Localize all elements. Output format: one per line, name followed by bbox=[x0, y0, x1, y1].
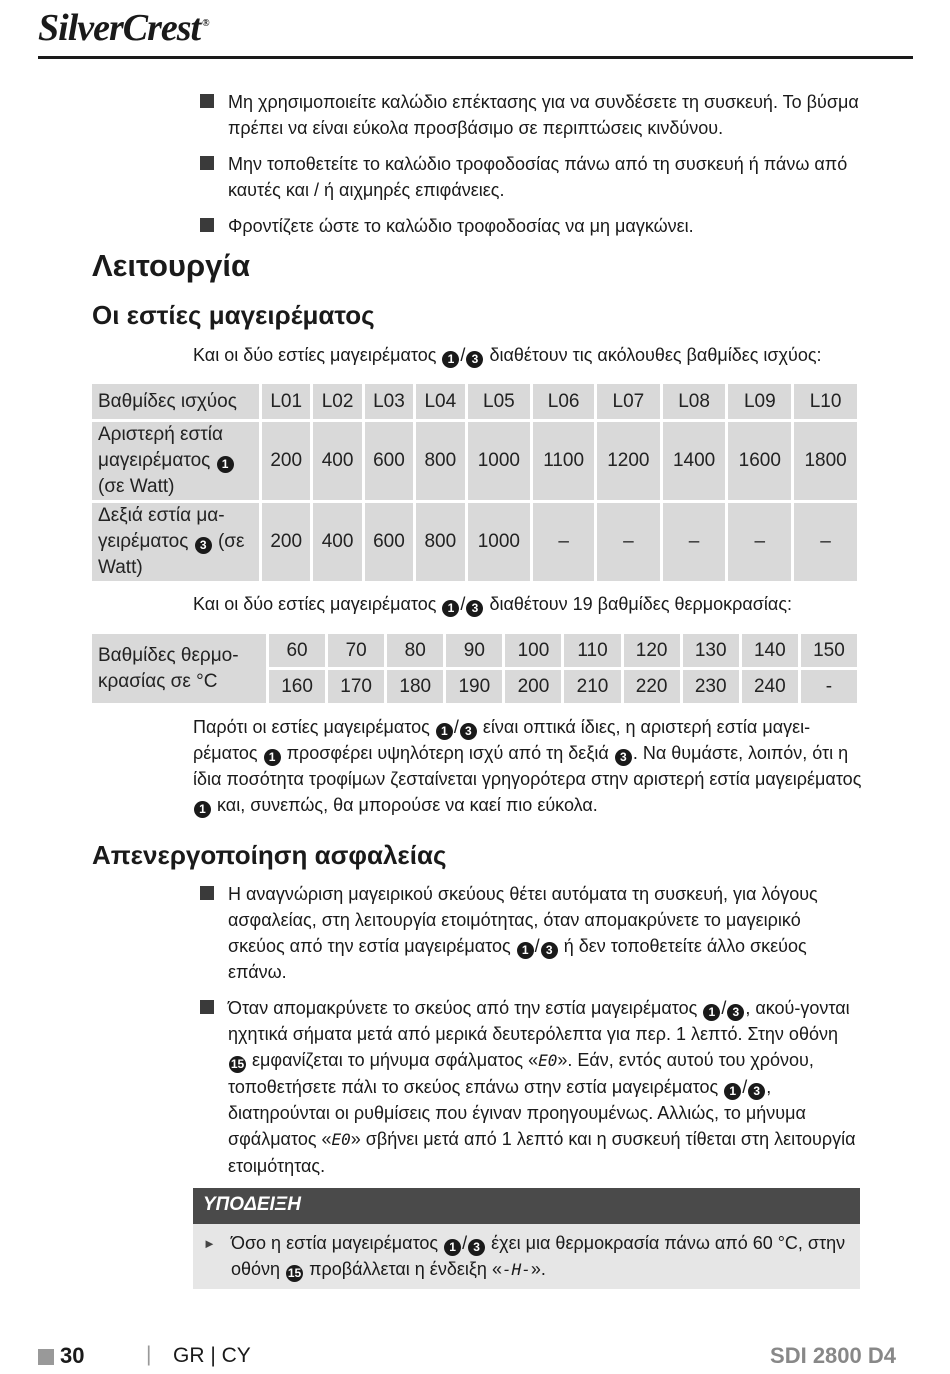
value-cell: – bbox=[728, 503, 791, 581]
level-cell: L02 bbox=[313, 384, 361, 419]
temp-cell: 90 bbox=[446, 634, 502, 667]
value-cell: 800 bbox=[416, 503, 464, 581]
list-item: Η αναγνώριση μαγειρικού σκεύους θέτει αυτόματα τη συσκευή, για λόγους ασφαλείας, στη λειτουργία ετοιμότητας, όταν απομακρύνετε το μαγειρικό σκεύος από την εστία μαγειρέματος 1 / 3 ή δεν τοποθετείτε άλλο σκεύος επάνω. bbox=[200, 881, 860, 985]
table-header-label: Βαθμίδες ισχύος bbox=[92, 384, 259, 419]
temp-cell: 70 bbox=[328, 634, 384, 667]
error-code: E0 bbox=[331, 1130, 351, 1149]
value-cell: 200 bbox=[262, 503, 310, 581]
level-cell: L07 bbox=[597, 384, 660, 419]
value-cell: 800 bbox=[416, 422, 464, 500]
value-cell: 1000 bbox=[468, 503, 531, 581]
page-footer bbox=[38, 1343, 896, 1373]
left-zone-label: Αριστερή εστία μαγειρέματος 1 (σε Watt) bbox=[92, 422, 259, 500]
temp-cell: 60 bbox=[269, 634, 325, 667]
level-cell: L08 bbox=[663, 384, 726, 419]
temp-cell: 150 bbox=[801, 634, 857, 667]
temp-label: Βαθμίδες θερμο-κρασίας σε °C bbox=[92, 634, 266, 703]
temp-cell: 160 bbox=[269, 670, 325, 703]
level-cell: L09 bbox=[728, 384, 791, 419]
temp-cell: 240 bbox=[742, 670, 798, 703]
right-zone-label: Δεξιά εστία μα-γειρέματος 3 (σε Watt) bbox=[92, 503, 259, 581]
value-cell: – bbox=[533, 503, 594, 581]
section-title: Λειτουργία bbox=[92, 248, 251, 283]
value-cell: 600 bbox=[365, 503, 413, 581]
marker-1-icon: 1 bbox=[724, 1083, 741, 1100]
marker-3-icon: 3 bbox=[615, 749, 632, 766]
error-code: E0 bbox=[538, 1051, 558, 1070]
bullet-square-icon bbox=[200, 1000, 214, 1014]
page-number: 30 bbox=[60, 1343, 85, 1368]
temp-cell: 190 bbox=[446, 670, 502, 703]
footer-separator: | bbox=[146, 1343, 152, 1366]
value-cell: 1800 bbox=[794, 422, 857, 500]
arrow-right-icon: ► bbox=[203, 1236, 216, 1251]
value-cell: 600 bbox=[365, 422, 413, 500]
safety-bullets bbox=[200, 89, 860, 249]
temp-cell: 230 bbox=[683, 670, 739, 703]
temp-intro: Και οι δύο εστίες μαγειρέματος 1 / 3 διαθέτουν 19 βαθμίδες θερμοκρασίας: bbox=[193, 594, 792, 615]
marker-15-icon: 15 bbox=[230, 1057, 245, 1071]
marker-1-icon: 1 bbox=[194, 801, 211, 818]
value-cell: 1100 bbox=[533, 422, 594, 500]
marker-3-icon: 3 bbox=[466, 600, 483, 617]
bullet-square-icon bbox=[200, 886, 214, 900]
marker-1-icon: 1 bbox=[442, 351, 459, 368]
temp-cell: - bbox=[801, 670, 857, 703]
value-cell: 1200 bbox=[597, 422, 660, 500]
marker-1-icon: 1 bbox=[517, 942, 534, 959]
level-cell: L05 bbox=[468, 384, 531, 419]
marker-1-icon: 1 bbox=[703, 1004, 720, 1021]
temp-cell: 130 bbox=[683, 634, 739, 667]
note-body: ► Όσο η εστία μαγειρέματος 1 / 3 έχει μια θερμοκρασία πάνω από 60 °C, στην οθόνη 15 προβάλλεται η ένδειξη «-H-». bbox=[193, 1224, 860, 1289]
subsection-title: Οι εστίες μαγειρέματος bbox=[92, 300, 375, 330]
temp-cell: 210 bbox=[564, 670, 620, 703]
level-cell: L03 bbox=[365, 384, 413, 419]
marker-3-icon: 3 bbox=[460, 723, 477, 740]
list-item: Φροντίζετε ώστε το καλώδιο τροφοδοσίας να μη μαγκώνει. bbox=[200, 213, 860, 239]
header-rule bbox=[38, 56, 913, 59]
value-cell: 1000 bbox=[468, 422, 531, 500]
registered-mark: ® bbox=[202, 18, 209, 30]
footer-square-icon bbox=[38, 1349, 54, 1365]
marker-1-icon: 1 bbox=[436, 723, 453, 740]
marker-3-icon: 3 bbox=[468, 1239, 485, 1256]
brand-logo bbox=[38, 6, 209, 50]
value-cell: 400 bbox=[313, 503, 361, 581]
bullet-square-icon bbox=[200, 218, 214, 232]
value-cell: – bbox=[663, 503, 726, 581]
marker-1-icon: 1 bbox=[442, 600, 459, 617]
temperature-table bbox=[89, 631, 860, 706]
value-cell: 1400 bbox=[663, 422, 726, 500]
temp-cell: 180 bbox=[387, 670, 443, 703]
value-cell: – bbox=[794, 503, 857, 581]
temp-cell: 110 bbox=[564, 634, 620, 667]
level-cell: L06 bbox=[533, 384, 594, 419]
value-cell: 400 bbox=[313, 422, 361, 500]
list-item: Όταν απομακρύνετε το σκεύος από την εστία μαγειρέματος 1 / 3 , ακού-γονται ηχητικά σήματα μετά από μερικά δευτερόλεπτα για περ. 1 λεπτό. Στην οθόνη 15 εμφανίζεται το μήνυμα σφάλματος «E0». Εάν, εντός αυτού του χρόνου, τοποθετήσετε πάλι το σκεύος επάνω στην εστία μαγειρέματος 1 / 3 , διατηρούνται οι ρυθμίσεις που έγιναν προηγουμένως. Αλλιώς, το μήνυμα σφάλματος «E0» σβήνει μετά από 1 λεπτό και η συσκευή τίθεται στη λειτουργία ετοιμότητας. bbox=[200, 995, 860, 1179]
marker-3-icon: 3 bbox=[727, 1004, 744, 1021]
marker-15-icon: 15 bbox=[287, 1266, 302, 1280]
zone-comparison-text: Παρότι οι εστίες μαγειρέματος 1 / 3 είναι οπτικά ίδιες, η αριστερή εστία μαγει-ρέματος 1 προσφέρει υψηλότερη ισχύ από τη δεξιά 3 . Να θυμάστε, λοιπόν, ότι η ίδια ποσότητα τροφίμων ζεσταίνεται γρηγορότερα στην αριστερή εστία μαγειρέματος 1 και, συνεπώς, θα μπορούσε να καεί πιο εύκολα. bbox=[193, 717, 862, 816]
language-code: GR | CY bbox=[173, 1344, 251, 1367]
marker-1-icon: 1 bbox=[444, 1239, 461, 1256]
marker-3-icon: 3 bbox=[541, 942, 558, 959]
list-item: Μη χρησιμοποιείτε καλώδιο επέκτασης για να συνδέσετε τη συσκευή. Το βύσμα πρέπει να είναι εύκολα προσβάσιμο σε περιπτώσεις κινδύνου. bbox=[200, 89, 860, 141]
temp-cell: 120 bbox=[624, 634, 680, 667]
value-cell: 200 bbox=[262, 422, 310, 500]
level-cell: L10 bbox=[794, 384, 857, 419]
note-title: ΥΠΟΔΕΙΞΗ bbox=[193, 1188, 860, 1224]
temp-cell: 220 bbox=[624, 670, 680, 703]
temp-cell: 170 bbox=[328, 670, 384, 703]
list-item: Μην τοποθετείτε το καλώδιο τροφοδοσίας πάνω από τη συσκευή ή πάνω από καυτές και / ή αιχμηρές επιφάνειες. bbox=[200, 151, 860, 203]
level-cell: L04 bbox=[416, 384, 464, 419]
temp-cell: 200 bbox=[505, 670, 561, 703]
section-title-safety: Απενεργοποίηση ασφαλείας bbox=[92, 840, 447, 870]
marker-1-icon: 1 bbox=[264, 749, 281, 766]
temp-cell: 140 bbox=[742, 634, 798, 667]
power-levels-table bbox=[89, 381, 860, 584]
brand-name: SilverCrest bbox=[38, 7, 201, 49]
display-indicator: -H- bbox=[501, 1260, 531, 1279]
temp-cell: 80 bbox=[387, 634, 443, 667]
bullet-square-icon bbox=[200, 94, 214, 108]
marker-3-icon: 3 bbox=[195, 537, 212, 554]
value-cell: 1600 bbox=[728, 422, 791, 500]
marker-3-icon: 3 bbox=[748, 1083, 765, 1100]
note-box bbox=[193, 1188, 860, 1289]
level-cell: L01 bbox=[262, 384, 310, 419]
safety-shutoff-bullets bbox=[200, 881, 860, 1189]
temp-cell: 100 bbox=[505, 634, 561, 667]
bullet-square-icon bbox=[200, 156, 214, 170]
power-intro: Και οι δύο εστίες μαγειρέματος 1 / 3 διαθέτουν τις ακόλουθες βαθμίδες ισχύος: bbox=[193, 345, 822, 366]
marker-1-icon: 1 bbox=[217, 456, 234, 473]
marker-3-icon: 3 bbox=[466, 351, 483, 368]
value-cell: – bbox=[597, 503, 660, 581]
model-number: SDI 2800 D4 bbox=[770, 1343, 896, 1368]
